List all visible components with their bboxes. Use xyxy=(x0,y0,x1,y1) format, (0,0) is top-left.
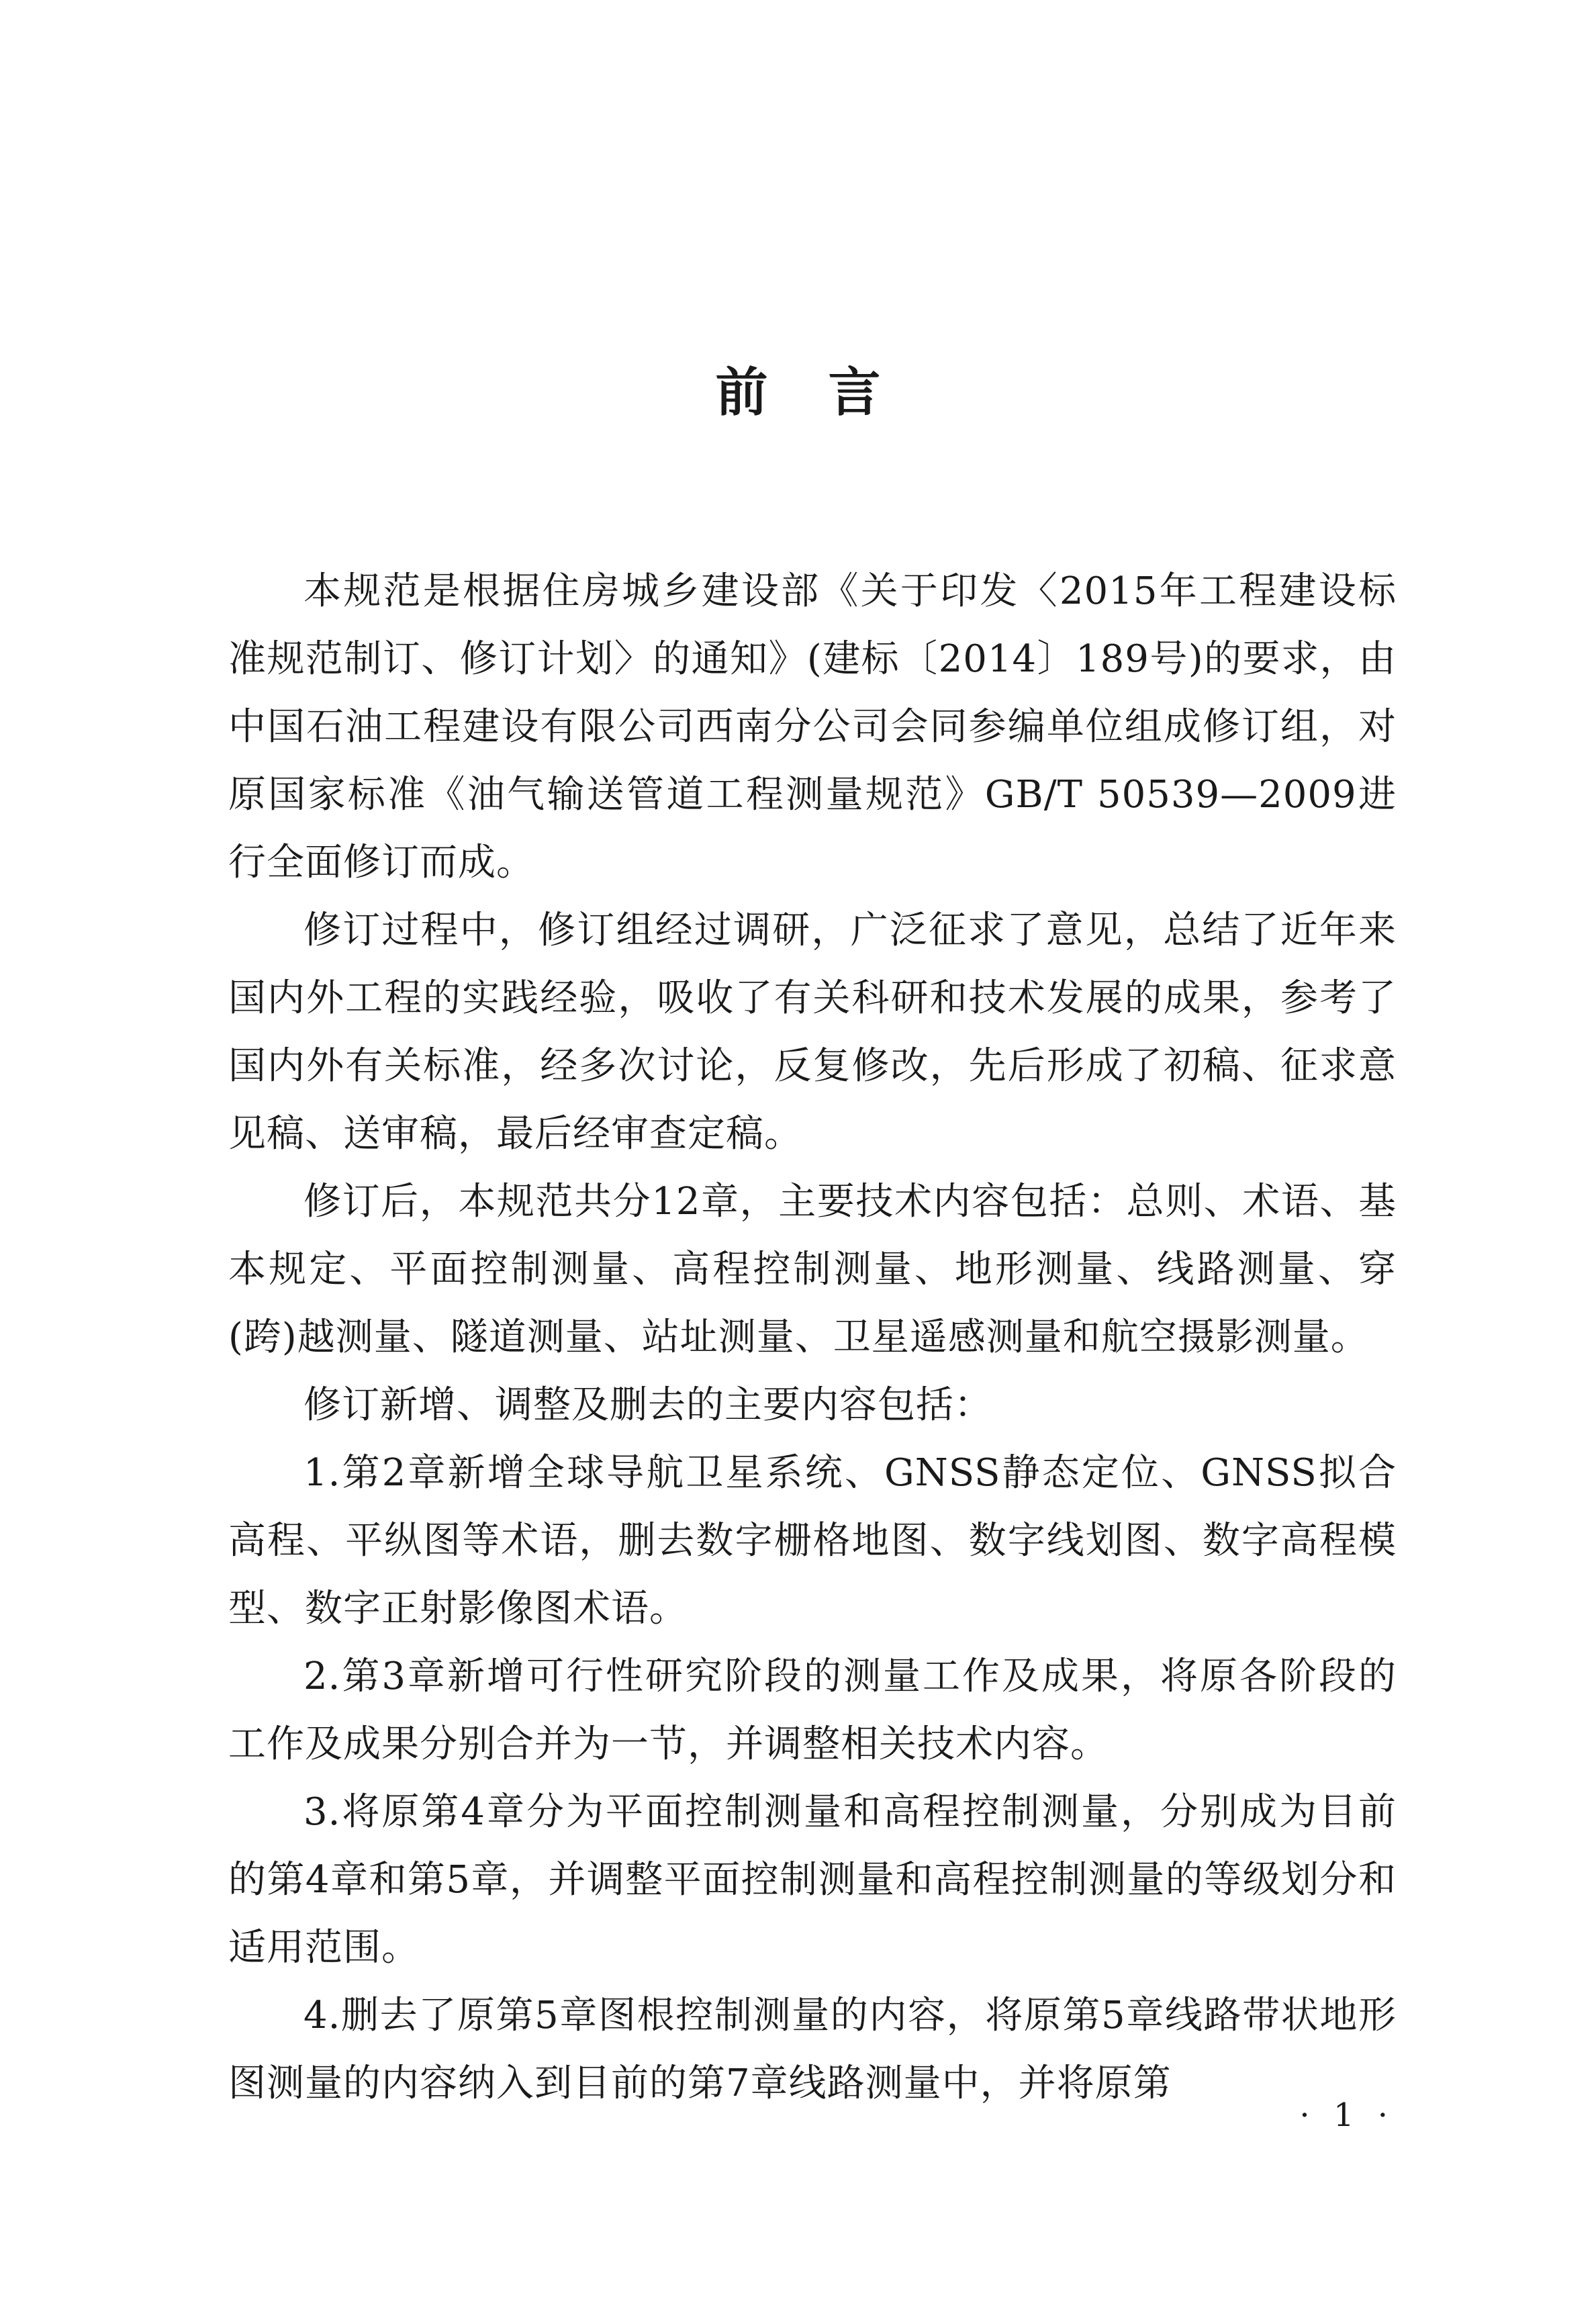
paragraph-revision-process: 修订过程中，修订组经过调研，广泛征求了意见，总结了近年来国内外工程的实践经验，吸收了有关科研和技术发展的成果，参考了国内外有关标准，经多次讨论，反复修改，先后形成了初稿、征求意见稿、送审稿，最后经审查定稿。 xyxy=(228,909,1397,1156)
list-item-4: 4.删去了原第5章图根控制测量的内容，将原第5章线路带状地形图测量的内容纳入到目前的第7章线路测量中，并将原第 xyxy=(228,1994,1397,2105)
page-title: 前言 xyxy=(715,363,941,423)
body-text xyxy=(228,557,1397,2117)
paragraph-intro: 本规范是根据住房城乡建设部《关于印发〈2015年工程建设标准规范制订、修订计划〉的通知》(建标〔2014〕189号)的要求，由中国石油工程建设有限公司西南分公司会同参编单位组成修订组，对原国家标准《油气输送管道工程测量规范》GB/T 50539—2009进行全面修订而成。 xyxy=(228,569,1397,884)
list-item-3: 3.将原第4章分为平面控制测量和高程控制测量，分别成为目前的第4章和第5章，并调整平面控制测量和高程控制测量的等级划分和适用范围。 xyxy=(228,1790,1397,1970)
paragraph-changes-heading: 修订新增、调整及删去的主要内容包括： xyxy=(303,1383,992,1427)
list-item-1: 1.第2章新增全球导航卫星系统、GNSS静态定位、GNSS拟合高程、平纵图等术语，删去数字栅格地图、数字线划图、数字高程模型、数字正射影像图术语。 xyxy=(228,1451,1397,1630)
list-item-2: 2.第3章新增可行性研究阶段的测量工作及成果，将原各阶段的工作及成果分别合并为一节，并调整相关技术内容。 xyxy=(228,1655,1397,1766)
paragraph-contents: 修订后，本规范共分12章，主要技术内容包括：总则、术语、基本规定、平面控制测量、高程控制测量、地形测量、线路测量、穿(跨)越测量、隧道测量、站址测量、卫星遥感测量和航空摄影测量。 xyxy=(228,1180,1397,1359)
page-number: · 1 · xyxy=(1299,2096,1395,2134)
